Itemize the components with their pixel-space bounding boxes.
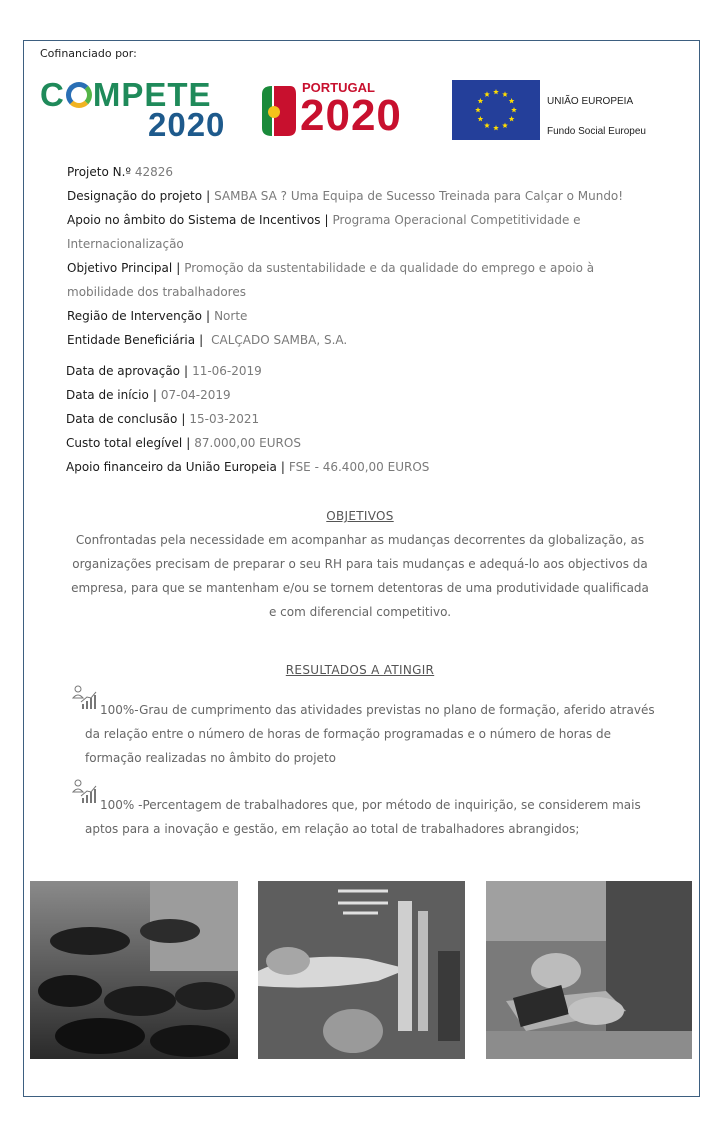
field-value: 07-04-2019 [160,388,231,402]
field-approval-date [66,363,262,379]
eu-union-label: UNIÃO EUROPEIA [547,96,634,107]
eu-flag-icon [452,80,540,140]
result-2-line: aptos para a inovação e gestão, em relação ao total de trabalhadores abrangidos; [85,822,580,836]
field-total-cost [66,435,301,451]
field-separator: | [199,333,204,347]
field-label: Entidade Beneficiária [67,333,196,347]
portugal-2020-logo [260,80,435,142]
field-start-date [66,387,231,403]
field-main-objective-cont: mobilidade dos trabalhadores [67,285,246,299]
field-value: FSE - 46.400,00 EUROS [288,460,430,474]
objectives-heading: OBJETIVOS [326,509,394,523]
performance-chart-icon [70,684,98,714]
photo-pattern-cutting [258,881,465,1059]
objectives-line: Confrontadas pela necessidade em acompanhar as mudanças decorrentes da globalização, as [75,533,645,547]
field-eu-support [66,459,429,475]
field-separator: | [206,189,211,203]
portugal-year: 2020 [300,91,402,140]
field-label: Projeto N.º [67,165,132,179]
results-heading: RESULTADOS A ATINGIR [285,663,435,677]
field-value: CALÇADO SAMBA, S.A. [211,333,348,347]
field-separator: | [184,364,189,378]
field-value: 15-03-2021 [189,412,260,426]
field-label: Data de início [66,388,149,402]
performance-chart-icon [70,778,98,808]
field-label: Custo total elegível [66,436,183,450]
field-separator: | [280,460,285,474]
result-2-line: 100% -Percentagem de trabalhadores que, por método de inquirição, se considerem mais [100,798,641,812]
field-end-date [66,411,259,427]
result-1-line: formação realizadas no âmbito do projeto [85,751,336,765]
field-value: 42826 [134,165,174,179]
field-incentive-system [67,212,581,228]
field-value: Promoção da sustentabilidade e da qualidade do emprego e apoio à [184,261,595,275]
compete-2020-logo [40,78,240,142]
field-label: Objetivo Principal [67,261,173,275]
compete-o-ring-icon [66,82,92,108]
field-project-designation [67,188,623,204]
portugal-word: PORTUGAL [302,80,375,95]
field-separator: | [206,309,211,323]
field-label: Designação do projeto [67,189,203,203]
field-label: Apoio financeiro da União Europeia [66,460,277,474]
result-1-line: da relação entre o número de horas de formação programadas e o número de horas de [85,727,612,741]
cofinanced-label: Cofinanciado por: [40,47,137,60]
compete-year: 2020 [148,106,226,143]
photo-leather-cutting [486,881,692,1059]
portugal-flag-icon [260,84,298,138]
objectives-line: organizações precisam de preparar o seu RH para tais mudanças e adequá-lo aos objectivos da [72,557,648,571]
field-separator: | [152,388,157,402]
photo-shoe-assembly [30,881,238,1059]
field-label: Data de aprovação [66,364,181,378]
field-incentive-system-cont: Internacionalização [67,237,184,251]
compete-mpete: MPETE [92,76,212,113]
field-separator: | [186,436,191,450]
field-beneficiary [67,332,347,348]
compete-c: C [40,76,65,113]
field-value: 11-06-2019 [192,364,262,378]
result-1-line: 100%-Grau de cumprimento das atividades previstas no plano de formação, aferido através [100,703,655,717]
field-value: Programa Operacional Competitividade e [332,213,581,227]
field-separator: | [176,261,181,275]
field-project-number [67,164,173,180]
field-label: Data de conclusão [66,412,178,426]
objectives-line: e com diferencial competitivo. [268,605,452,619]
field-value: SAMBA SA ? Uma Equipa de Sucesso Treinada para Calçar o Mundo! [214,189,624,203]
eu-fund-label: Fundo Social Europeu [547,126,646,137]
field-label: Apoio no âmbito do Sistema de Incentivos [67,213,321,227]
field-separator: | [324,213,329,227]
field-value: 87.000,00 EUROS [194,436,301,450]
objectives-line: empresa, para que se mantenham e/ou se tornem detentoras de uma produtividade qualificada [71,581,649,595]
field-region [67,308,247,324]
field-label: Região de Intervenção [67,309,203,323]
field-value: Norte [214,309,248,323]
field-main-objective [67,260,594,276]
field-separator: | [181,412,186,426]
